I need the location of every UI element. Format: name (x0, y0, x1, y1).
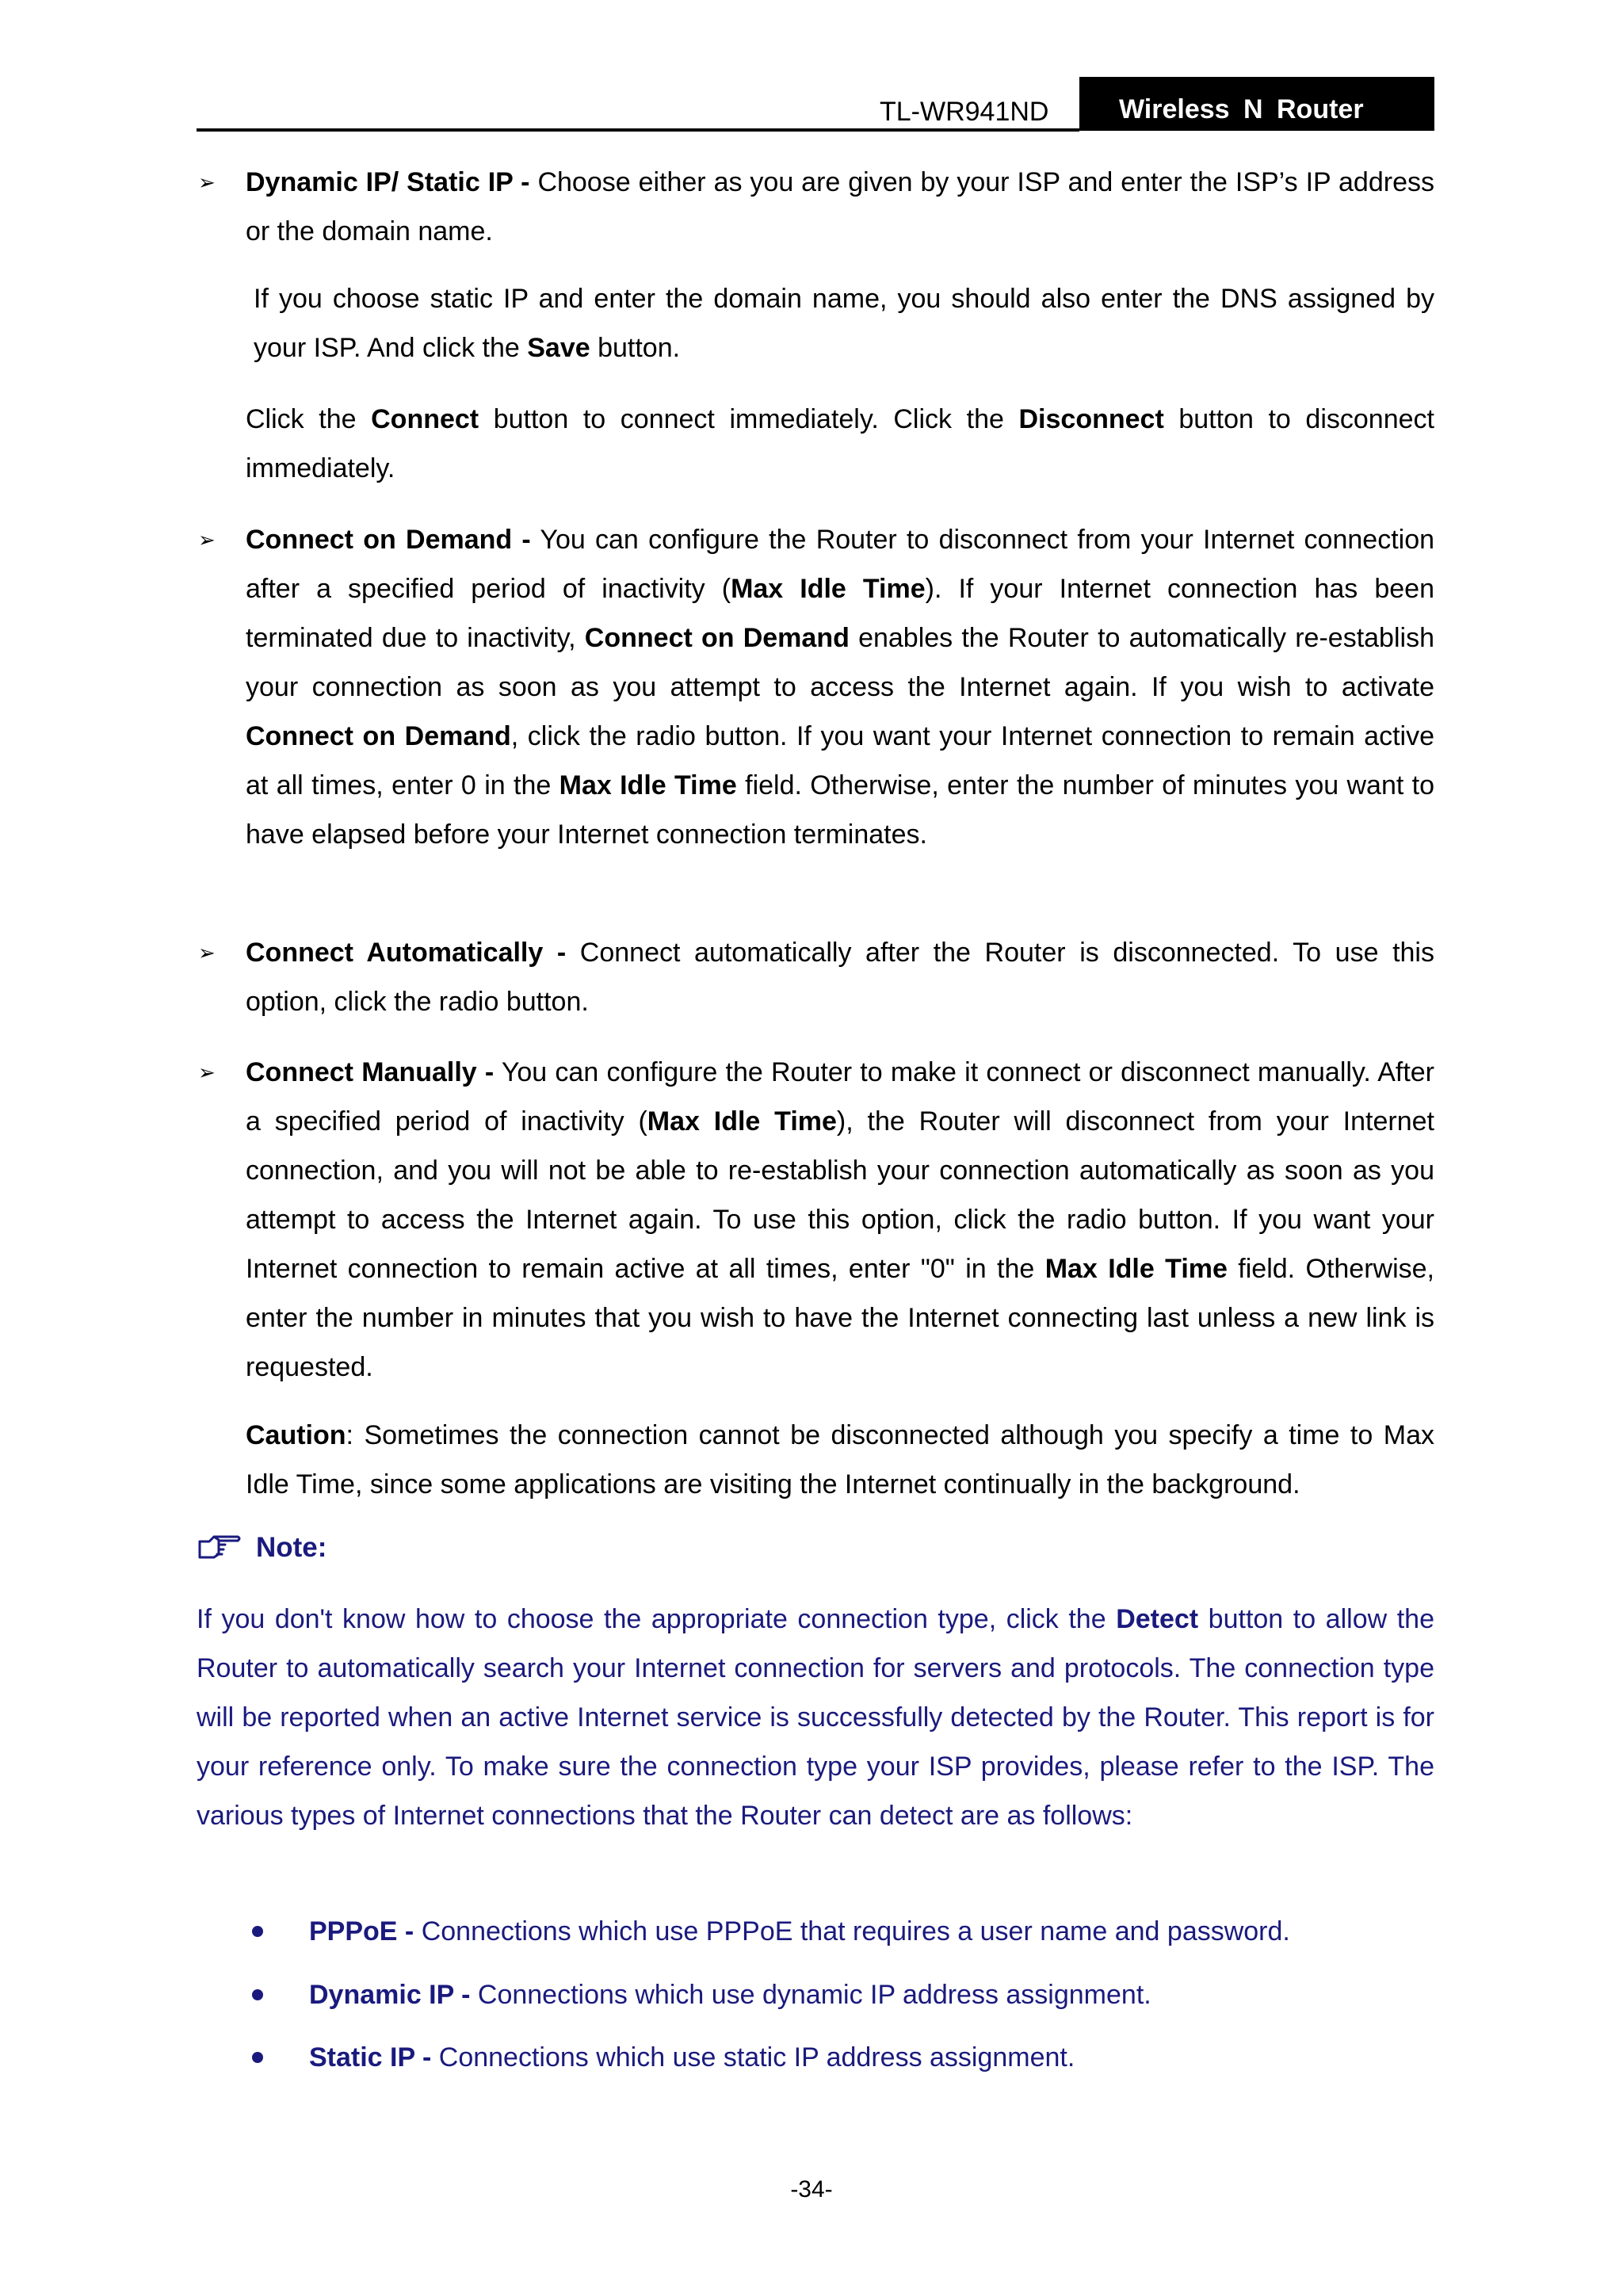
pointing-hand-icon (198, 1530, 242, 1562)
detect-term: Detect (1116, 1604, 1199, 1634)
manual-bold: Max Idle Time (1044, 1254, 1228, 1284)
list-item-text: Connections which use static IP address assignment. (431, 2042, 1075, 2073)
bullet-dot-icon (252, 1926, 263, 1937)
page-number: -34- (790, 2176, 833, 2202)
dynamic-static-item (246, 158, 1434, 256)
manual-term: Connect Manually - (246, 1057, 495, 1087)
connect-on-demand-item (246, 515, 1434, 859)
caution-term: Caution (246, 1420, 346, 1450)
connect-text-c: button to connect immediately. Click the (479, 404, 1019, 434)
list-item-text: Connections which use PPPoE that requires a user name and password. (414, 1916, 1290, 1946)
cod-text: You can configure the Router to disconnect from your Internet connection after a specified period of inactivity ( (246, 525, 1435, 604)
caution-text: : Sometimes the connection cannot be disconnected although you specify a time to Max Idle Time, since some applications are visiting the Internet continually in the background. (246, 1420, 1434, 1499)
list-item (309, 1907, 1434, 1956)
cod-bold: Max Idle Time (559, 770, 737, 800)
connect-auto-item (246, 928, 1434, 1026)
cod-term: Connect on Demand - (246, 525, 531, 555)
header-rule (197, 128, 1079, 132)
manual-text: field. Otherwise, enter the number in minutes that you wish to have the Internet connecting last unless a new link is requested. (246, 1254, 1434, 1382)
auto-text: Connect automatically after the Router is disconnected. To use this option, click the radio button. (246, 938, 1434, 1017)
manual-text: You can configure the Router to make it connect or disconnect manually. After a specified period of inactivity ( (246, 1057, 1434, 1137)
bullet-dot-icon (252, 2052, 263, 2063)
arrow-bullet-icon: ➢ (198, 170, 216, 194)
connect-disconnect-para (246, 395, 1434, 493)
note-text: If you don't know how to choose the appropriate connection type, click the (197, 1604, 1117, 1634)
cod-text: enables the Router to automatically re-establish your connection as soon as you attempt to access the Internet again. If you wish to activate (246, 623, 1434, 702)
cod-text: ). If your Internet connection has been terminated due to inactivity, (246, 574, 1435, 653)
list-item-term: Static IP - (309, 2042, 432, 2073)
para2-text-end: button. (590, 333, 681, 363)
list-item-term: PPPoE - (309, 1916, 414, 1946)
connect-manual-item (246, 1048, 1434, 1392)
save-term: Save (527, 333, 590, 363)
list-item (309, 2033, 1434, 2082)
cod-bold: Max Idle Time (731, 574, 926, 604)
list-item (309, 1970, 1434, 2019)
manual-bold: Max Idle Time (647, 1106, 837, 1137)
cod-bold: Connect on Demand (584, 623, 850, 653)
dynamic-static-para2 (254, 274, 1434, 372)
arrow-bullet-icon: ➢ (198, 941, 216, 965)
disconnect-term: Disconnect (1018, 404, 1164, 434)
header-model: TL-WR941ND (880, 97, 1049, 127)
list-item-text: Connections which use dynamic IP address assignment. (470, 1980, 1151, 2010)
manual-text: ), the Router will disconnect from your Internet connection, and you will not be able to re-establish your connection automatically as soon as you attempt to access the Internet again. To use this option, click the radio button. If you want your Internet connection to remain active at all times, enter "0" in the (246, 1106, 1434, 1284)
cod-bold: Connect on Demand (246, 721, 511, 751)
list-item-term: Dynamic IP - (309, 1980, 471, 2010)
connect-term: Connect (371, 404, 479, 434)
header-product-box: Wireless N Router (1079, 77, 1434, 131)
para2-text: If you choose static IP and enter the domain name, you should also enter the DNS assigned by your ISP. And click the (254, 284, 1434, 363)
caution-para (246, 1411, 1434, 1509)
dynamic-static-term: Dynamic IP/ Static IP - (246, 167, 530, 197)
cod-text: field. Otherwise, enter the number of minutes you want to have elapsed before your Internet connection terminates. (246, 770, 1435, 850)
arrow-bullet-icon: ➢ (198, 528, 216, 552)
bullet-dot-icon (252, 1989, 263, 2000)
connect-text-a: Click the (246, 404, 372, 434)
note-label: Note: (256, 1532, 327, 1563)
note-text: button to allow the Router to automatically search your Internet connection for servers and protocols. The connection type will be reported when an active Internet service is successfully detected by the Router. This report is for your reference only. To make sure the connection type your ISP provides, please refer to the ISP. The various types of Internet connections that the Router can detect are as follows: (197, 1604, 1434, 1831)
dynamic-static-text: Choose either as you are given by your ISP and enter the ISP’s IP address or the domain name. (246, 167, 1434, 246)
note-para (197, 1595, 1434, 1840)
connect-text-e: button to disconnect immediately. (246, 404, 1434, 483)
cod-text: , click the radio button. If you want your Internet connection to remain active at all times, enter 0 in the (246, 721, 1434, 800)
arrow-bullet-icon: ➢ (198, 1060, 216, 1084)
auto-term: Connect Automatically - (246, 938, 567, 968)
